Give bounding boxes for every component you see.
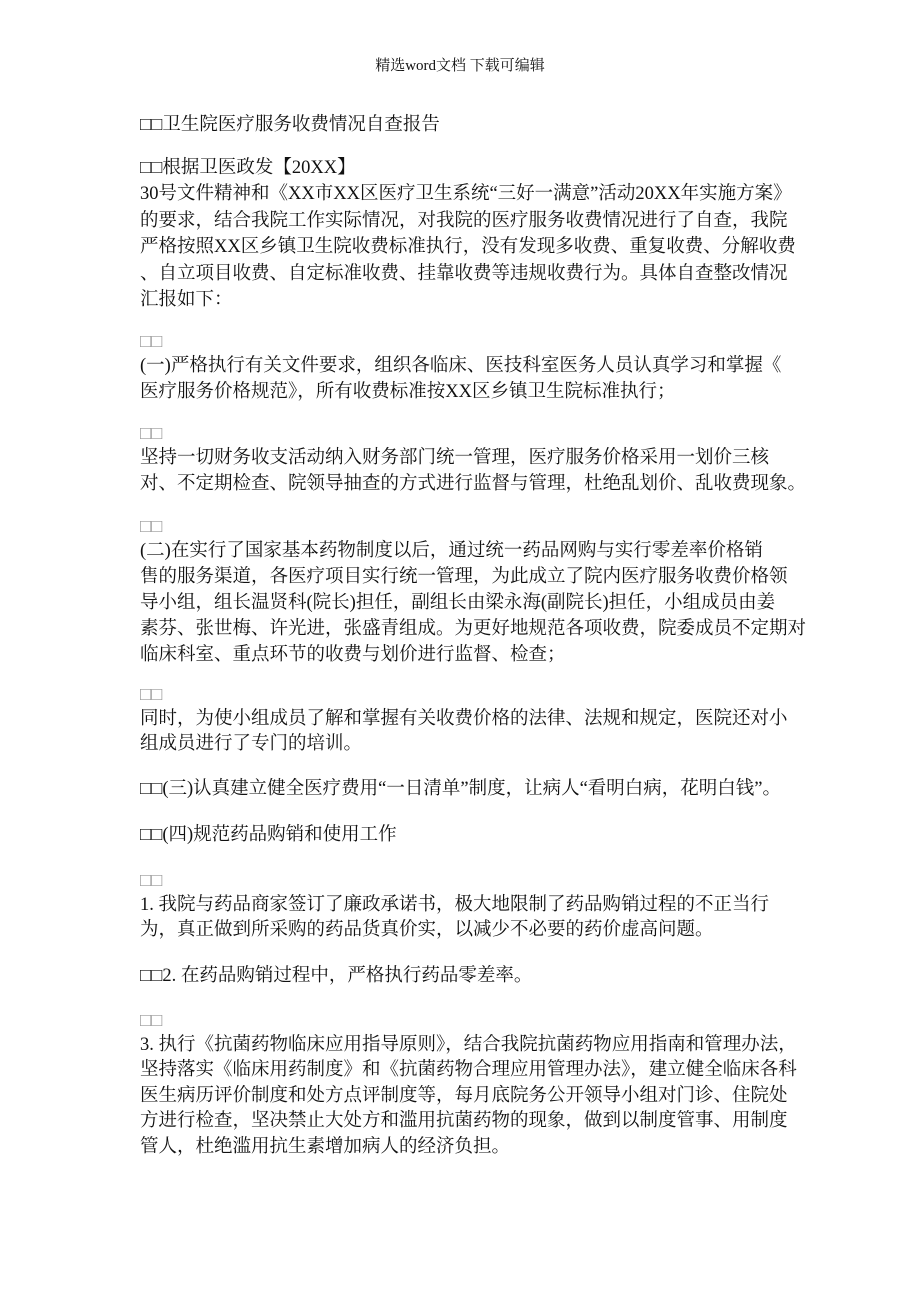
intro-line: □□根据卫医政发【20XX】: [140, 158, 356, 178]
document-title: □□卫生院医疗服务收费情况自查报告: [140, 115, 440, 135]
section-2-line: 导小组，组长温贤科(院长)担任，副组长由梁永海(副院长)担任，小组成员由姜: [140, 593, 776, 613]
intro-line: 的要求，结合我院工作实际情况，对我院的医疗服务收费情况进行了自查，我院: [140, 210, 788, 231]
section-1b-line: 坚持一切财务收支活动纳入财务部门统一管理，医疗服务价格采用一划价三核: [140, 448, 770, 468]
placeholder-glyphs: □□: [140, 332, 163, 352]
section-3-line: □□(三)认真建立健全医疗费用“一日清单”制度，让病人“看明白病，花明白钱”。: [140, 779, 782, 799]
item-3-line: 管人，杜绝滥用抗生素增加病人的经济负担。: [140, 1136, 511, 1157]
section-1-line: 医疗服务价格规范》，所有收费标准按XX区乡镇卫生院标准执行；: [140, 382, 676, 402]
item-1-line: 1. 我院与药品商家签订了廉政承诺书，极大地限制了药品购销过程的不正当行: [140, 895, 770, 915]
placeholder-glyphs: □□: [140, 1011, 163, 1031]
item-3-line: 方进行检查，坚决禁止大处方和滥用抗菌药物的现象，做到以制度管事、用制度: [140, 1111, 788, 1132]
section-2-line: 临床科室、重点环节的收费与划价进行监督、检查；: [140, 645, 566, 665]
section-1b-line: 对、不定期检查、院领导抽查的方式进行监督与管理，杜绝乱划价、乱收费现象。: [140, 473, 807, 494]
section-2-line: (二)在实行了国家基本药物制度以后，通过统一药品网购与实行零差率价格销: [140, 541, 763, 561]
section-1-line: (一)严格执行有关文件要求，组织各临床、医技科室医务人员认真学习和掌握《: [140, 356, 782, 376]
placeholder-glyphs: □□: [140, 424, 163, 444]
page-header: 精选word文档 下载可编辑: [375, 58, 545, 74]
placeholder-glyphs: □□: [140, 685, 163, 705]
section-4-line: □□(四)规范药品购销和使用工作: [140, 825, 397, 845]
section-2-line: 售的服务渠道，各医疗项目实行统一管理，为此成立了院内医疗服务收费价格领: [140, 567, 788, 587]
placeholder-glyphs: □□: [140, 517, 163, 537]
section-2b-line: 同时，为使小组成员了解和掌握有关收费价格的法律、法规和规定，医院还对小: [140, 709, 788, 729]
item-3-line: 医生病历评价制度和处方点评制度等，每月底院务公开领导小组对门诊、住院处: [140, 1085, 788, 1106]
intro-line: 汇报如下：: [140, 290, 233, 310]
item-2-line: □□2. 在药品购销过程中，严格执行药品零差率。: [140, 966, 533, 986]
intro-line: 30号文件精神和《XX市XX区医疗卫生系统“三好一满意”活动20XX年实施方案》: [140, 184, 792, 205]
section-2b-line: 组成员进行了专门的培训。: [140, 734, 363, 754]
placeholder-glyphs: □□: [140, 871, 163, 891]
item-3-line: 坚持落实《临床用药制度》和《抗菌药物合理应用管理办法》，建立健全临床各科: [140, 1060, 797, 1081]
item-3-line: 3. 执行《抗菌药物临床应用指导原则》，结合我院抗菌药物应用指南和管理办法，: [140, 1035, 797, 1055]
item-1-line: 为，真正做到所采购的药品货真价实，以减少不必要的药价虚高问题。: [140, 919, 714, 940]
intro-line: 、自立项目收费、自定标准收费、挂靠收费等违规收费行为。具体自查整改情况: [140, 263, 788, 284]
section-2-line: 素芬、张世梅、许光进，张盛青组成。为更好地规范各项收费，院委成员不定期对: [140, 619, 807, 639]
intro-line: 严格按照XX区乡镇卫生院收费标准执行，没有发现多收费、重复收费、分解收费: [140, 237, 796, 258]
